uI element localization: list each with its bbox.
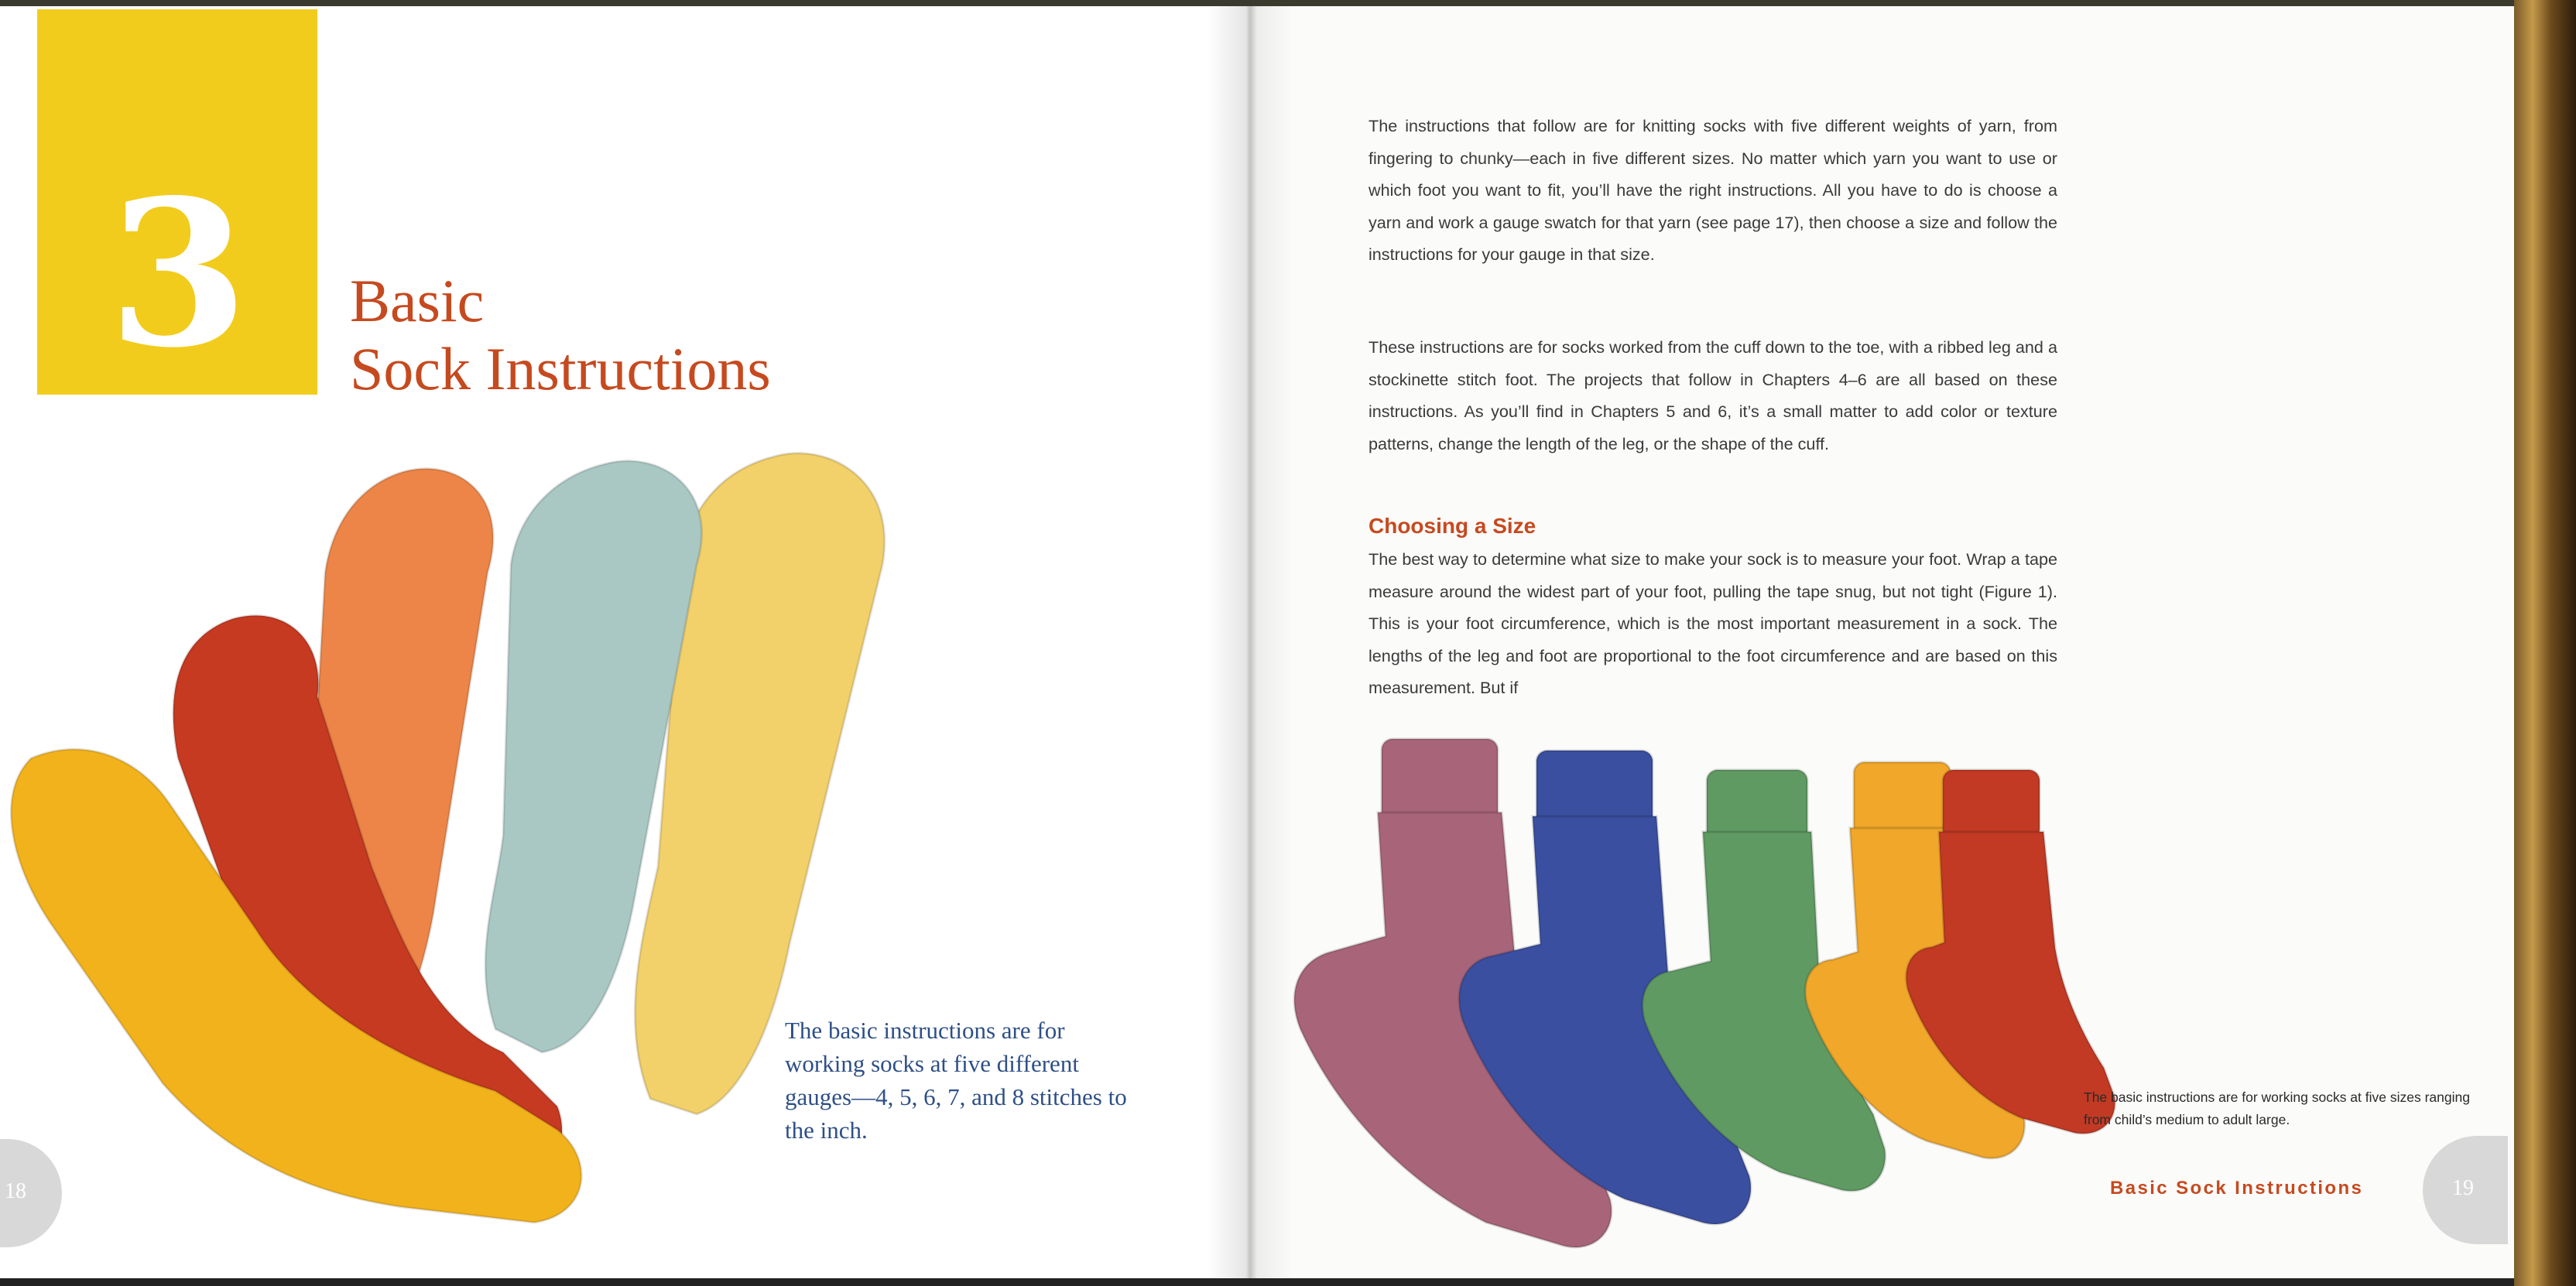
right-socks-photo: [1285, 727, 2206, 1254]
right-photo-caption: The basic instructions are for working socks at five sizes ranging from child’s medium to adult large.: [2084, 1089, 2470, 1127]
chapter-number: 3: [108, 156, 248, 392]
chapter-title-line-1: Basic: [350, 267, 485, 334]
book-edge: [2514, 0, 2576, 1286]
scan-bottom-edge: [0, 1278, 2514, 1286]
sizing-paragraph: The best way to determine what size to make your sock is to measure your foot. Wrap a tape measure around the widest part of your foot, pulling the tape snug, but not tight (Figure 1). This is your foot circumference, which is the most important measurement in a sock. The lengths of the leg and foot are proportional to the foot circumference and are based on this measurement. But if: [1368, 549, 2057, 697]
section-heading: Choosing a Size: [1368, 514, 1536, 538]
intro-paragraph: The instructions that follow are for knitting socks with five different weights of yarn, from fingering to chunky—each in five different sizes. No matter which yarn you want to use or which foot you want to fit, you’ll have the right instructions. All you have to do is choose a yarn and work a gauge swatch for that yarn (see page 17), then choose a size and follow the instructions for your gauge in that size.: [1368, 116, 2057, 264]
construction-paragraph: These instructions are for socks worked from the cuff down to the toe, with a ribbed leg and a stockinette stitch foot. The projects that follow in Chapters 4–6 are all based on these instructions. As you’ll find in Chapters 5 and 6, it’s a small matter to add color or texture patterns, change the length of the leg, or the shape of the cuff.: [1368, 337, 2057, 453]
chapter-title: [350, 267, 771, 403]
right-page-number: 19: [2452, 1176, 2474, 1200]
chapter-title-line-2: Sock Instructions: [350, 335, 771, 402]
left-page-number: 18: [5, 1179, 26, 1203]
running-head: Basic Sock Instructions: [2110, 1178, 2364, 1199]
left-photo-caption: The basic instructions are for working socks at five different gauges—4, 5, 6, 7, and 8 stitches to the inch.: [785, 1017, 1127, 1144]
book-gutter: [1208, 6, 1293, 1278]
